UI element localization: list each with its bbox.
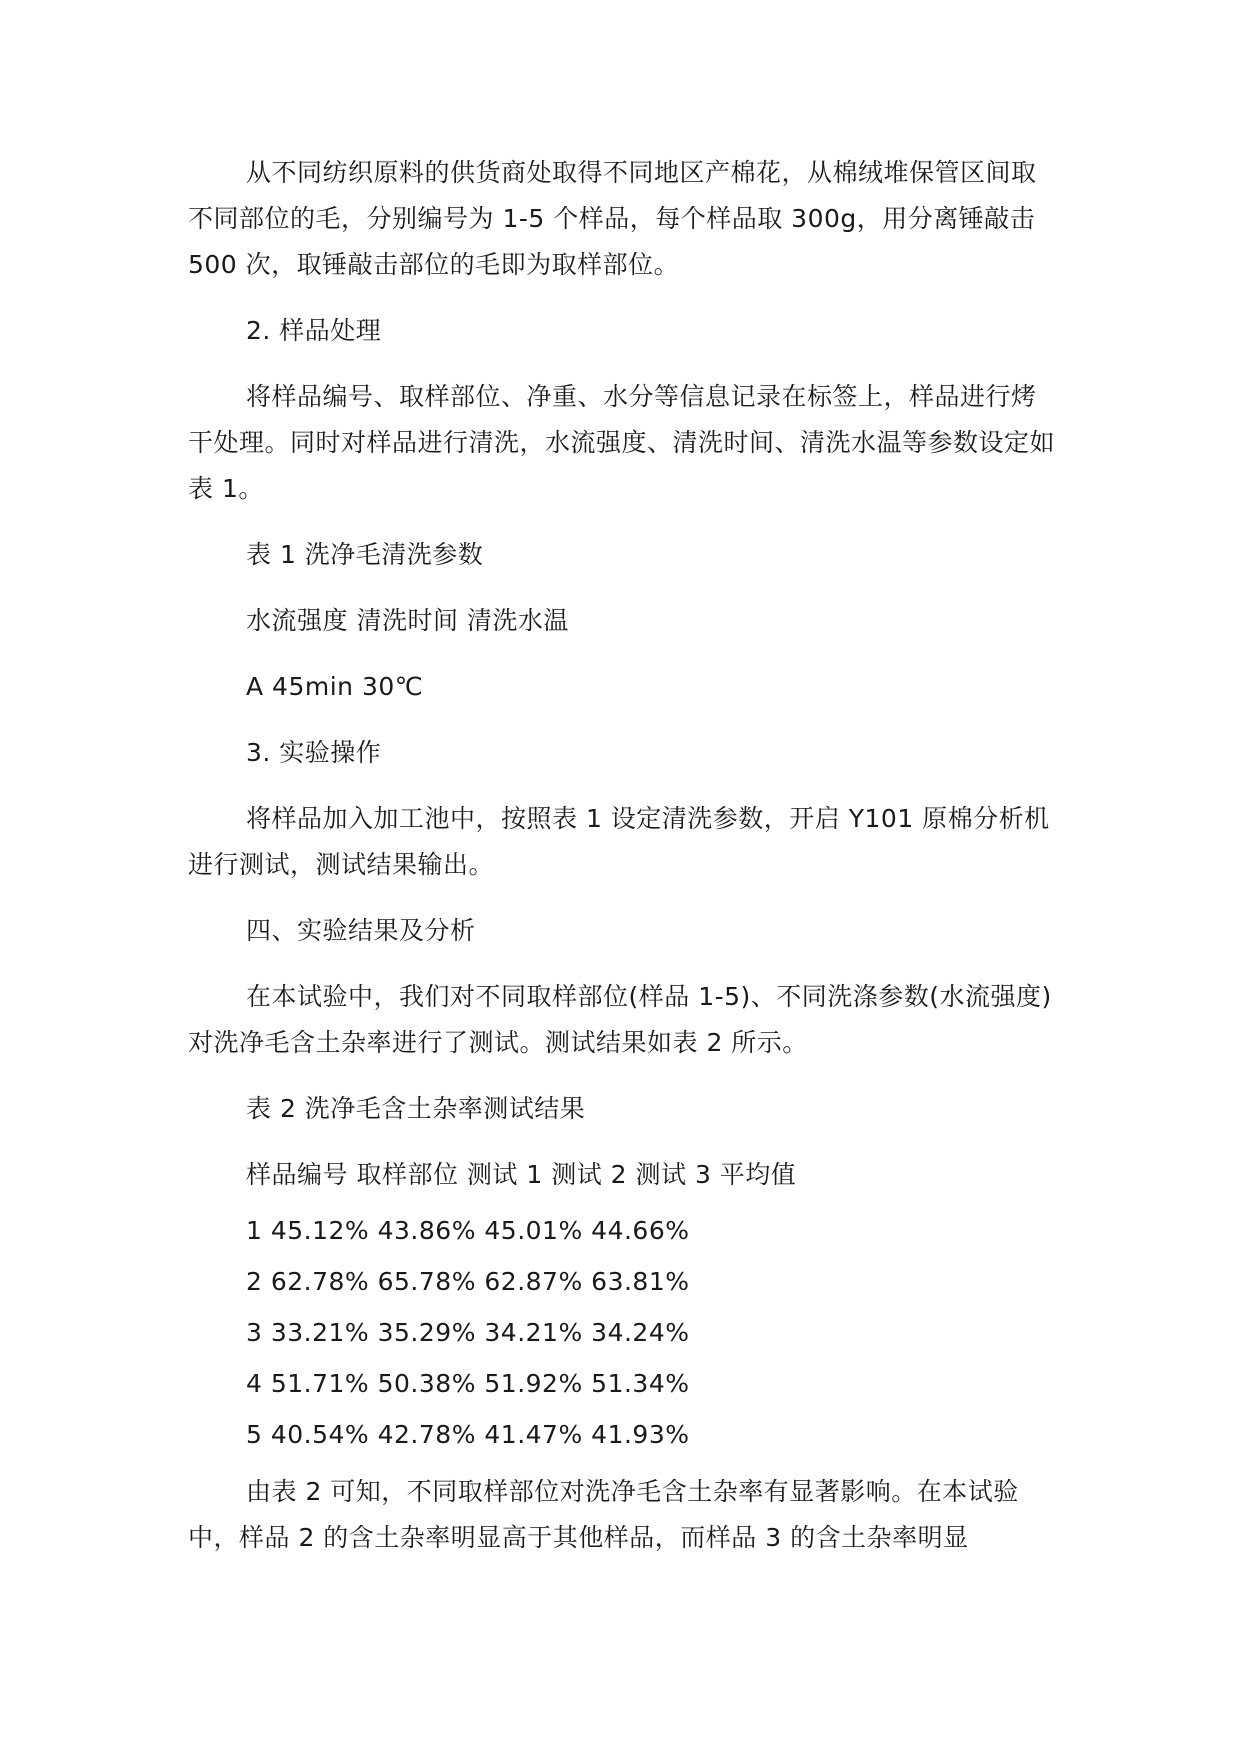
table1-header: 水流强度 清洗时间 清洗水温 — [246, 606, 569, 635]
table1-row: A 45min 30℃ — [246, 672, 424, 701]
heading-results: 四、实验结果及分析 — [246, 916, 476, 945]
table-row: 3 33.21% 35.29% 34.21% 34.24% — [246, 1318, 690, 1347]
paragraph-analysis: 由表 2 可知，不同取样部位对洗净毛含土杂率有显著影响。在本试验中，样品 2 的含土杂率明显高于其他样品，而样品 3 的含土杂率明显 — [188, 1477, 1019, 1552]
table-row: 5 40.54% 42.78% 41.47% 41.93% — [246, 1420, 690, 1449]
table-row: 1 45.12% 43.86% 45.01% 44.66% — [246, 1216, 690, 1245]
heading-sample-processing: 2. 样品处理 — [246, 316, 382, 345]
table1-title: 表 1 洗净毛清洗参数 — [246, 540, 484, 569]
paragraph-experiment: 将样品加入加工池中，按照表 1 设定清洗参数，开启 Y101 原棉分析机进行测试，测试结果输出。 — [188, 804, 1050, 879]
document-page — [188, 150, 1058, 1581]
table-row: 2 62.78% 65.78% 62.87% 63.81% — [246, 1267, 690, 1296]
table2-body — [188, 1214, 1058, 1452]
table2-title: 表 2 洗净毛含土杂率测试结果 — [246, 1094, 586, 1123]
table-row: 4 51.71% 50.38% 51.92% 51.34% — [246, 1369, 690, 1398]
table2-header: 样品编号 取样部位 测试 1 测试 2 测试 3 平均值 — [246, 1160, 797, 1189]
paragraph-results: 在本试验中，我们对不同取样部位(样品 1-5)、不同洗涤参数(水流强度)对洗净毛含土杂率进行了测试。测试结果如表 2 所示。 — [188, 982, 1052, 1057]
heading-experiment: 3. 实验操作 — [246, 738, 382, 767]
paragraph-sampling: 从不同纺织原料的供货商处取得不同地区产棉花，从棉绒堆保管区间取不同部位的毛，分别编号为 1-5 个样品，每个样品取 300g，用分离锤敲击 500 次，取锤敲击部位的毛即为取样部位。 — [188, 158, 1037, 279]
paragraph-sample-processing: 将样品编号、取样部位、净重、水分等信息记录在标签上，样品进行烤干处理。同时对样品进行清洗，水流强度、清洗时间、清洗水温等参数设定如表 1。 — [188, 382, 1056, 503]
